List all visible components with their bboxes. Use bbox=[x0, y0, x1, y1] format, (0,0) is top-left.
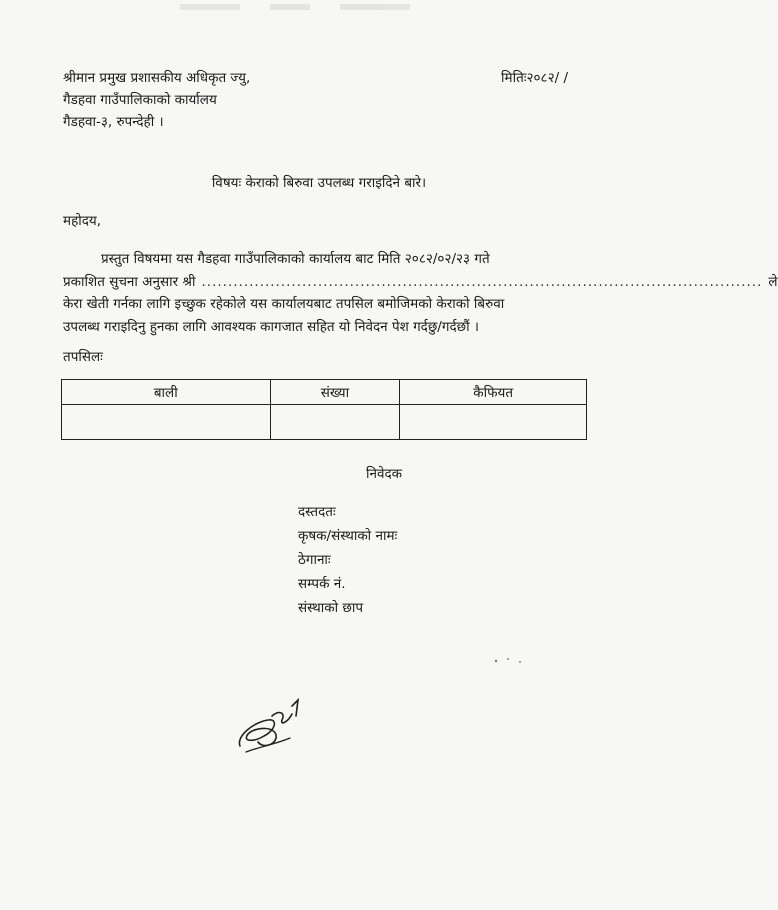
body-paragraph bbox=[63, 248, 778, 338]
recipient-line: गैडहवा गाउँपालिकाको कार्यालय bbox=[63, 92, 217, 108]
column-header-crop: बाली bbox=[62, 380, 271, 405]
field-address: ठेगानाः bbox=[298, 552, 331, 568]
body-line bbox=[63, 271, 778, 294]
scan-smudge bbox=[490, 655, 530, 667]
field-name: कृषक/संस्थाको नामः bbox=[298, 528, 398, 544]
body-text: प्रकाशित सुचना अनुसार श्री bbox=[63, 273, 196, 290]
table-cell bbox=[400, 405, 587, 440]
body-line: केरा खेती गर्नका लागि इच्छुक रहेकोले यस कार्यालयबाट तपसिल बमोजिमको केराको बिरुवा bbox=[63, 296, 505, 312]
table-header-row bbox=[62, 380, 587, 405]
recipient-line: गैडहवा-३, रुपन्देही । bbox=[63, 114, 164, 130]
body-line: उपलब्ध गराइदिनु हुनका लागि आवश्यक कागजात सहित यो निवेदन पेश गर्दछु/गर्दछौं । bbox=[63, 318, 479, 335]
letter-date: मितिः२०८२/ / bbox=[501, 70, 568, 86]
subject-line: विषयः केराको बिरुवा उपलब्ध गराइदिने बारे। bbox=[211, 175, 427, 191]
table-cell bbox=[270, 405, 400, 440]
recipient-address bbox=[63, 67, 250, 133]
body-text: ले bbox=[768, 273, 778, 290]
details-label: तपसिलः bbox=[63, 349, 103, 365]
table-cell bbox=[62, 405, 271, 440]
bleed-through-marks bbox=[180, 0, 480, 14]
table-row bbox=[62, 405, 587, 440]
column-header-remarks: कैफियत bbox=[400, 380, 587, 405]
field-signature: दस्तदतः bbox=[298, 504, 336, 520]
body-line: प्रस्तुत विषयमा यस गैडहवा गाउँपालिकाको कार्यालय बाट मिति २०८२/०२/२३ गते bbox=[101, 251, 490, 267]
details-table bbox=[61, 379, 587, 440]
applicant-fields bbox=[298, 500, 397, 620]
field-contact: सम्पर्क नं. bbox=[298, 576, 346, 592]
handwritten-signature bbox=[232, 696, 322, 756]
name-blank: .......................................................................................................... bbox=[201, 273, 763, 290]
applicant-title: निवेदक bbox=[365, 466, 403, 482]
recipient-line: श्रीमान प्रमुख प्रशासकीय अधिकृत ज्यु, bbox=[63, 70, 251, 86]
salutation: महोदय, bbox=[63, 213, 102, 229]
column-header-quantity: संख्या bbox=[270, 380, 400, 405]
field-seal: संस्थाको छाप bbox=[298, 600, 364, 616]
